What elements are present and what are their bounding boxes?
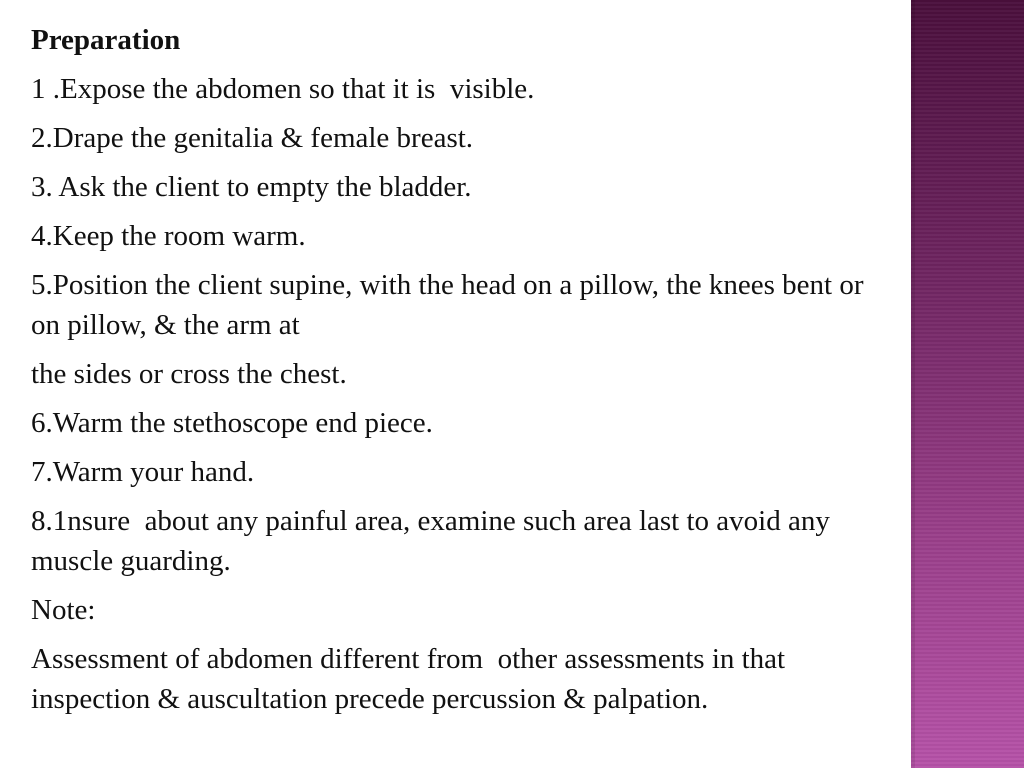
step-7: 7.Warm your hand. [31,456,255,488]
step-1: 1 .Expose the abdomen so that it is visible. [31,73,535,105]
step-6: 6.Warm the stethoscope end piece. [31,407,433,439]
step-5: 5.Position the client supine, with the head on a pillow, the knees bent or on pillow, & the arm at [31,269,871,341]
slide-title: Preparation [31,24,181,56]
step-3: 3. Ask the client to empty the bladder. [31,171,472,203]
step-4: 4.Keep the room warm. [31,220,306,252]
step-8: 8.1nsure about any painful area, examine such area last to avoid any muscle guarding. [31,505,838,577]
step-2: 2.Drape the genitalia & female breast. [31,122,474,154]
note-label: Note: [31,594,96,626]
step-5-continued: the sides or cross the chest. [31,358,347,390]
decorative-side-panel [911,0,1024,768]
slide-content [31,20,871,728]
note-text: Assessment of abdomen different from other assessments in that inspection & auscultation precede percussion & palpation. [31,643,793,715]
